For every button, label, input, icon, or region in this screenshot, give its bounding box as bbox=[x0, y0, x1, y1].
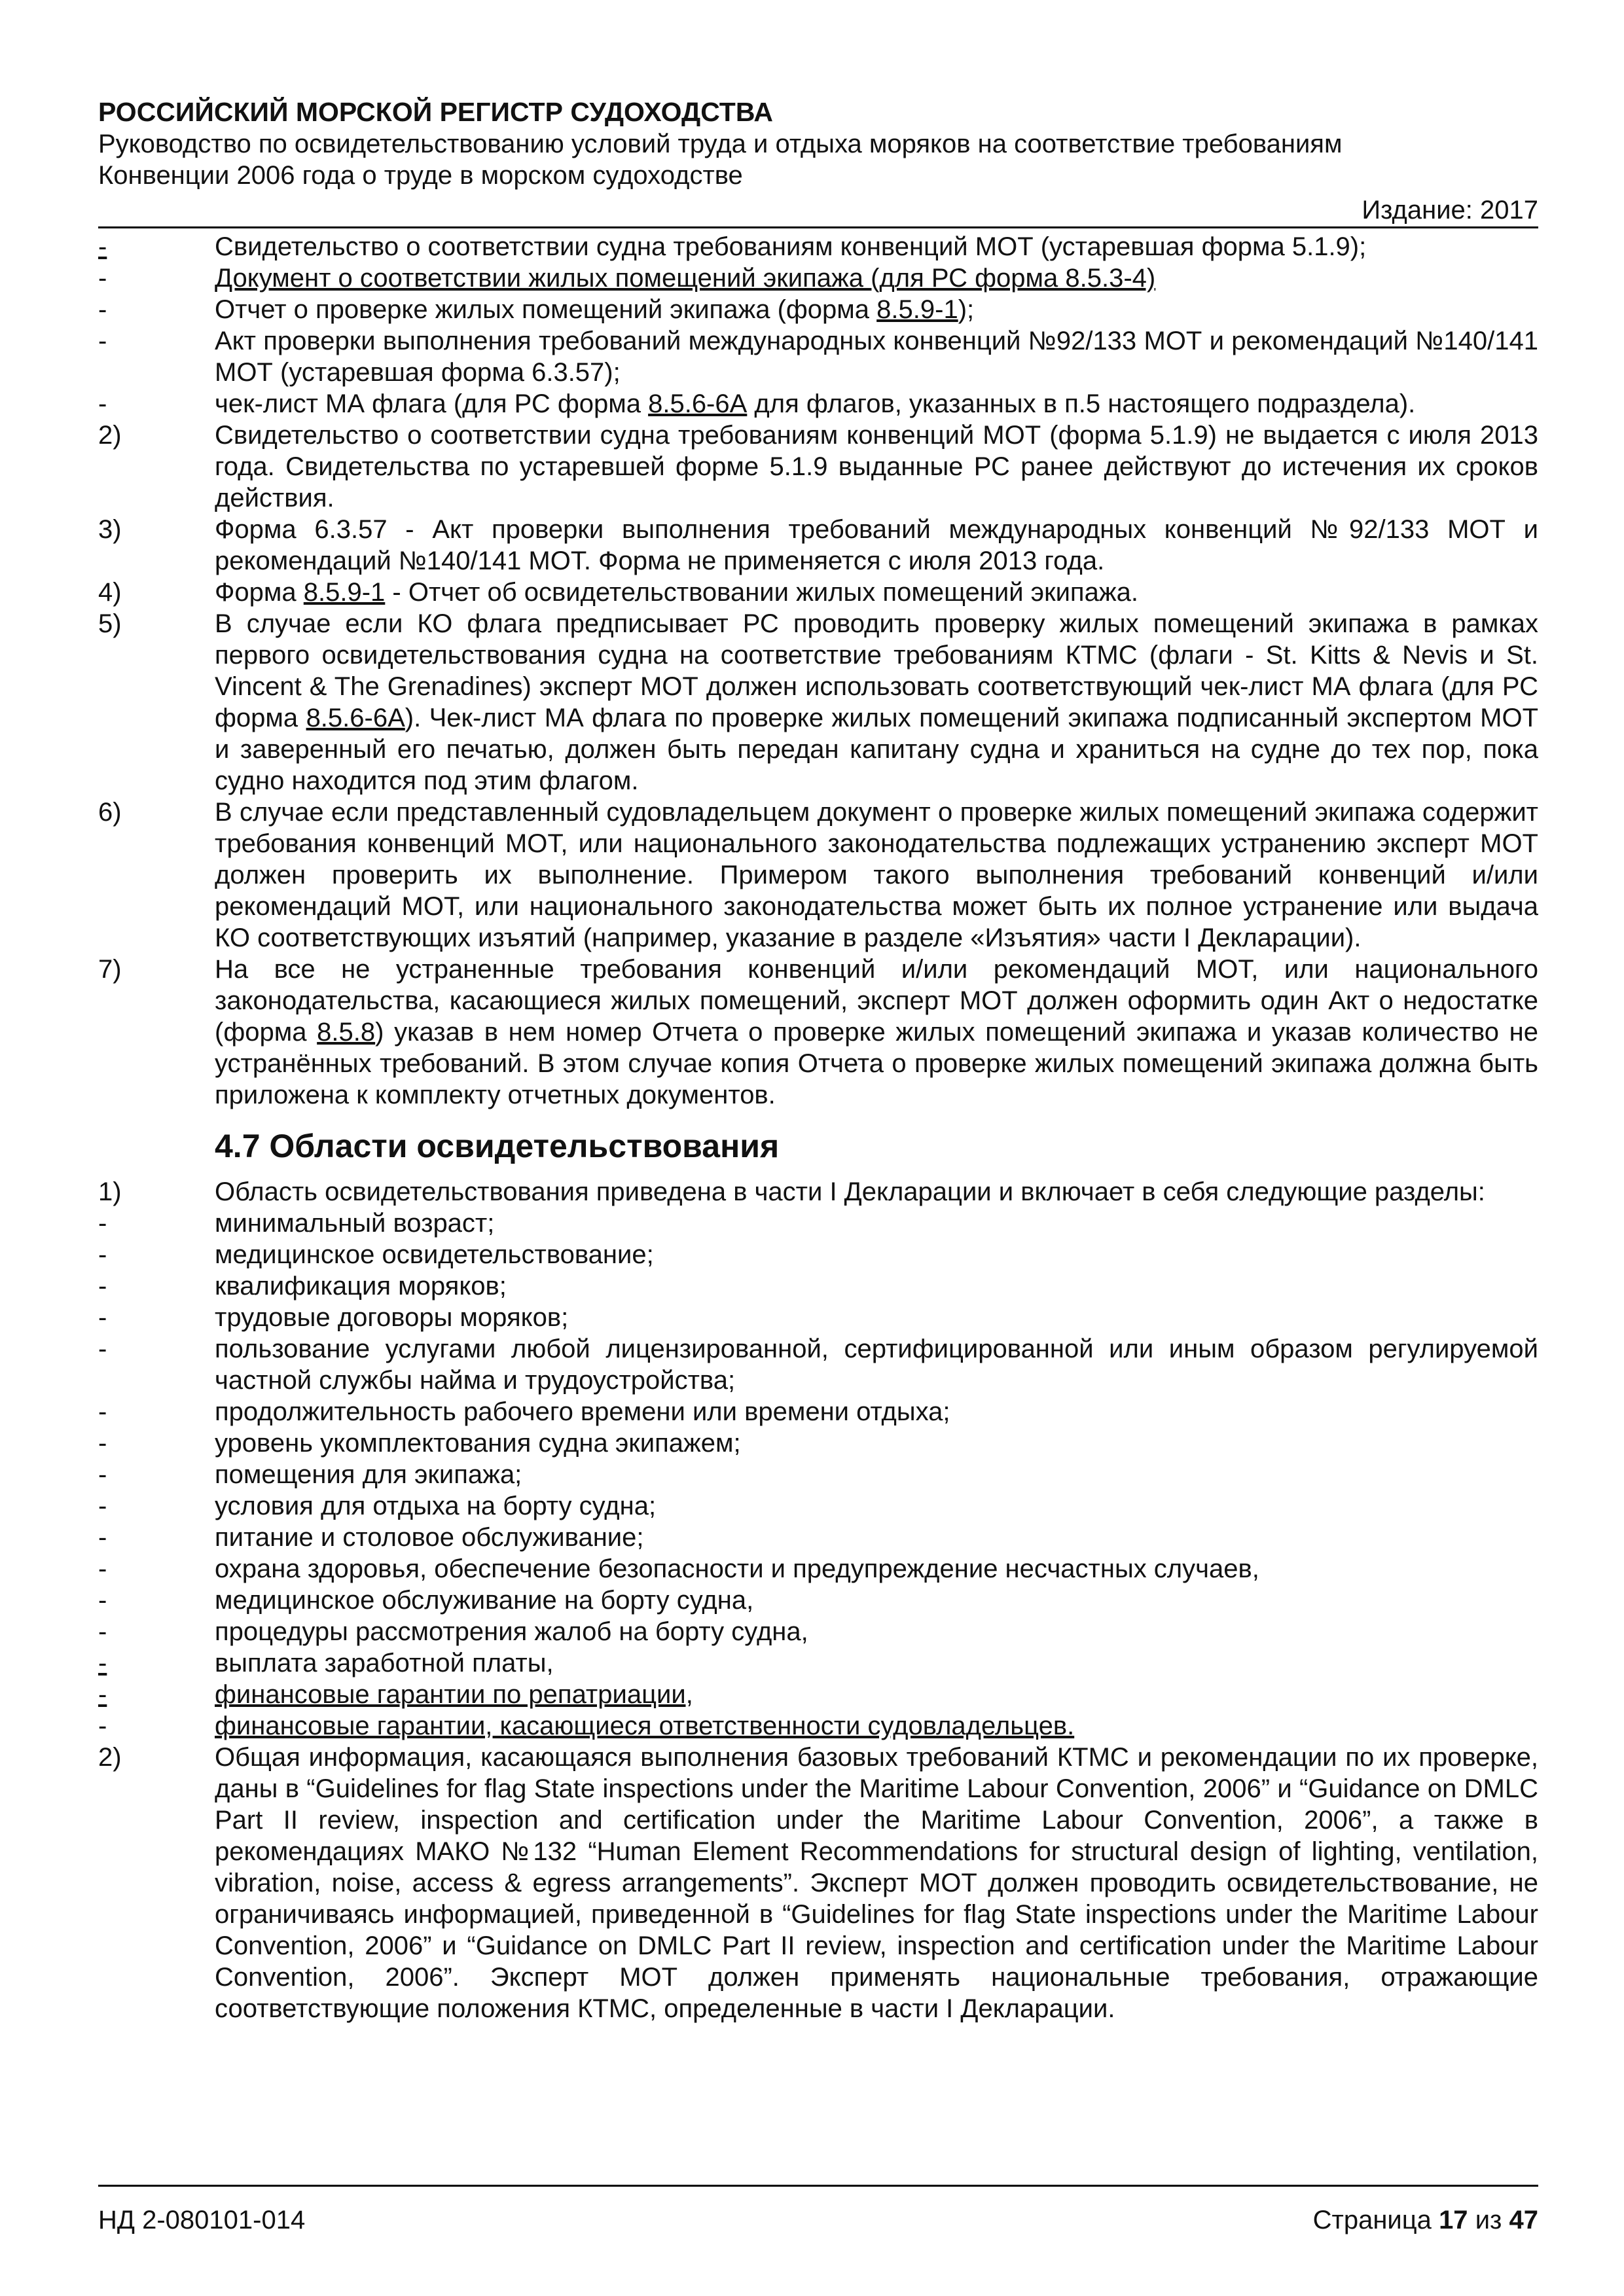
list-marker: - bbox=[98, 1617, 107, 1646]
list-item bbox=[98, 1522, 1538, 1553]
page-header bbox=[98, 96, 1538, 226]
item-number: 1) bbox=[98, 1177, 122, 1206]
item-text bbox=[215, 608, 1538, 797]
text-part: - Отчет об освидетельствовании жилых помещений экипажа. bbox=[385, 578, 1138, 607]
list-item bbox=[98, 231, 1538, 262]
item-number: 5) bbox=[98, 609, 122, 638]
page-of: из bbox=[1475, 2206, 1502, 2234]
text-part: В случае если КО флага предписывает РС проводить проверку жилых помещений экипажа в рамках первого освидетельствования судна на соответствие требованиям КТМС (флаги - St. Kitts & Nevis и St. Vincent & The Grenadines) эксперт МОТ должен использовать соответствующий чек-лист МА флага (для РС форма bbox=[215, 609, 1538, 732]
list-item bbox=[98, 1710, 1538, 1742]
list-marker: - bbox=[98, 1397, 107, 1426]
list-text: медицинское обслуживание на борту судна, bbox=[215, 1586, 754, 1615]
text-part: На все не устраненные требования конвенций и/или рекомендаций МОТ, или национального законодательства, касающиеся жилых помещений, эксперт МОТ должен оформить один Акт о недостатке (форма bbox=[215, 955, 1538, 1047]
list-item bbox=[98, 1459, 1538, 1490]
form-link-8-5-6-6a[interactable]: 8.5.6-6А bbox=[306, 704, 405, 732]
document-title-line-2: Конвенции 2006 года о труде в морском судоходстве bbox=[98, 161, 743, 190]
list-text: Документ о соответствии жилых помещений экипажа (для РС форма 8.5.3-4) bbox=[215, 264, 1156, 293]
list-item bbox=[98, 1208, 1538, 1239]
item-text: В случае если представленный судовладельцем документ о проверке жилых помещений экипажа содержит требования конвенций МОТ, или национального законодательства подлежащих устранению эксперт МОТ должен проверить их выполнение. Примером такого выполнения требований конвенций и/или рекомендаций МОТ, или национального законодательства может быть их полное устранение или выдача КО соответствующих изъятий (например, указание в разделе «Изъятия» части I Декларации). bbox=[215, 798, 1538, 952]
numbered-item bbox=[98, 1176, 1538, 1208]
item-number: 2) bbox=[98, 421, 122, 450]
list-marker: - bbox=[98, 1303, 107, 1332]
list-marker: - bbox=[98, 1680, 107, 1709]
numbered-item bbox=[98, 1742, 1538, 2024]
form-link-8-5-9-1[interactable]: 8.5.9-1 bbox=[303, 578, 386, 607]
list-text: помещения для экипажа; bbox=[215, 1460, 522, 1489]
item-number: 6) bbox=[98, 798, 122, 827]
list-marker: - bbox=[98, 1523, 107, 1552]
list-marker: - bbox=[98, 232, 107, 261]
item-text bbox=[215, 954, 1538, 1111]
list-item bbox=[98, 1647, 1538, 1679]
list-text: уровень укомплектования судна экипажем; bbox=[215, 1429, 741, 1458]
list-marker: - bbox=[98, 1335, 107, 1363]
text-part: ). Чек-лист МА флага по проверке жилых помещений экипажа подписанный экспертом МОТ и заверенный его печатью, должен быть передан капитану судна и храниться на судне до тех пор, пока судно находится под этим флагом. bbox=[215, 704, 1539, 795]
list-marker: - bbox=[98, 1649, 107, 1677]
list-text: Акт проверки выполнения требований международных конвенций №92/133 МОТ и рекомендаций №140/141 МОТ (устаревшая форма 6.3.57); bbox=[215, 327, 1538, 387]
numbered-item bbox=[98, 954, 1538, 1111]
page-number: 17 bbox=[1439, 2206, 1468, 2234]
item-text: Форма 6.3.57 - Акт проверки выполнения требований международных конвенций №92/133 МОТ и рекомендаций №140/141 МОТ. Форма не применяется с июля 2013 года. bbox=[215, 515, 1538, 575]
document-page bbox=[98, 92, 1538, 2245]
list-item bbox=[98, 1239, 1538, 1270]
list-marker: - bbox=[98, 1429, 107, 1458]
list-item bbox=[98, 262, 1538, 294]
form-link-8-5-9-1[interactable]: 8.5.9-1 bbox=[876, 295, 958, 324]
list-item bbox=[98, 1490, 1538, 1522]
list-text: финансовые гарантии, касающиеся ответственности судовладельцев. bbox=[215, 1712, 1075, 1740]
list-text bbox=[215, 388, 1538, 420]
list-item bbox=[98, 1679, 1538, 1710]
item-text: Область освидетельствования приведена в части I Декларации и включает в себя следующие разделы: bbox=[215, 1177, 1485, 1206]
header-rule bbox=[98, 226, 1538, 228]
list-marker: - bbox=[98, 1712, 107, 1740]
list-marker: - bbox=[98, 264, 107, 293]
list-marker: - bbox=[98, 1272, 107, 1300]
text-part: для флагов, указанных в п.5 настоящего подраздела). bbox=[747, 389, 1416, 418]
list-text: финансовые гарантии по репатриации, bbox=[215, 1680, 693, 1709]
list-text: охрана здоровья, обеспечение безопасности и предупреждение несчастных случаев, bbox=[215, 1554, 1259, 1583]
list-text: пользование услугами любой лицензированной, сертифицированной или иным образом регулируемой частной службы найма и трудоустройства; bbox=[215, 1335, 1538, 1395]
list-marker: - bbox=[98, 1240, 107, 1269]
numbered-item bbox=[98, 577, 1538, 608]
text-part: ) указав в нем номер Отчета о проверке жилых помещений экипажа и указав количество не устранённых требований. В этом случае копия Отчета о проверке жилых помещений экипажа должна быть приложена к комплекту отчетных документов. bbox=[215, 1018, 1538, 1109]
form-link-8-5-8[interactable]: 8.5.8 bbox=[317, 1018, 376, 1047]
list-item bbox=[98, 1553, 1538, 1585]
page-footer bbox=[98, 2204, 1538, 2236]
list-item bbox=[98, 1585, 1538, 1616]
numbered-item bbox=[98, 797, 1538, 954]
list-text: выплата заработной платы, bbox=[215, 1649, 554, 1677]
scope-list bbox=[98, 1208, 1538, 1742]
list-item bbox=[98, 1396, 1538, 1427]
list-marker: - bbox=[98, 1586, 107, 1615]
item-number: 4) bbox=[98, 578, 122, 607]
list-item bbox=[98, 388, 1538, 420]
list-item bbox=[98, 1427, 1538, 1459]
list-text: питание и столовое обслуживание; bbox=[215, 1523, 644, 1552]
list-text: трудовые договоры моряков; bbox=[215, 1303, 569, 1332]
document-code: НД 2-080101-014 bbox=[98, 2206, 306, 2234]
list-item bbox=[98, 294, 1538, 325]
list-text: Свидетельство о соответствии судна требованиям конвенций МОТ (устаревшая форма 5.1.9); bbox=[215, 232, 1367, 261]
page-indicator bbox=[1313, 2204, 1538, 2236]
list-text: продолжительность рабочего времени или времени отдыха; bbox=[215, 1397, 950, 1426]
list-text: минимальный возраст; bbox=[215, 1209, 495, 1238]
list-marker: - bbox=[98, 1554, 107, 1583]
item-number: 2) bbox=[98, 1743, 122, 1772]
page-label: Страница bbox=[1312, 2206, 1432, 2234]
list-marker: - bbox=[98, 1209, 107, 1238]
text-part: чек-лист МА флага (для РС форма bbox=[215, 389, 649, 418]
list-text: медицинское освидетельствование; bbox=[215, 1240, 654, 1269]
organization-name: РОССИЙСКИЙ МОРСКОЙ РЕГИСТР СУДОХОДСТВА bbox=[98, 97, 774, 127]
text-part: Форма bbox=[215, 578, 304, 607]
list-marker: - bbox=[98, 1460, 107, 1489]
document-title-line-1: Руководство по освидетельствованию условий труда и отдыха моряков на соответствие требованиям bbox=[98, 130, 1343, 158]
list-item bbox=[98, 1270, 1538, 1302]
list-item bbox=[98, 1333, 1538, 1396]
list-text: квалификация моряков; bbox=[215, 1272, 507, 1300]
item-number: 3) bbox=[98, 515, 122, 544]
footer-rule bbox=[98, 2185, 1538, 2187]
list-marker: - bbox=[98, 295, 107, 324]
text-part: ); bbox=[958, 295, 975, 324]
list-marker: - bbox=[98, 389, 107, 418]
list-marker: - bbox=[98, 1492, 107, 1520]
numbered-item bbox=[98, 514, 1538, 577]
list-text: условия для отдыха на борту судна; bbox=[215, 1492, 657, 1520]
item-text bbox=[215, 577, 1538, 608]
form-link-8-5-6-6a[interactable]: 8.5.6-6А bbox=[648, 389, 748, 418]
section-heading: 4.7 Области освидетельствования bbox=[215, 1128, 780, 1164]
list-text bbox=[215, 294, 1538, 325]
list-item bbox=[98, 1302, 1538, 1333]
edition-label: Издание: 2017 bbox=[1362, 196, 1538, 224]
list-item bbox=[98, 325, 1538, 388]
item-text: Общая информация, касающаяся выполнения базовых требований КТМС и рекомендации по их проверке, даны в “Guidelines for flag State inspections under the Maritime Labour Convention, 2006” и “Guidance on DMLC Part II review, inspection and certification under the Maritime Labour Convention, 2006”, а также в рекомендациях МАКО №132 “Human Element Recommendations for structural design of lighting, ventilation, vibration, noise, access & egress arrangements”. Эксперт МОТ должен проводить освидетельствование, не ограничиваясь информацией, приведенной в “Guidelines for flag State inspections under the Maritime Labour Convention, 2006” и “Guidance on DMLC Part II review, inspection and certification under the Maritime Labour Convention, 2006”. Эксперт МОТ должен применять национальные требования, отражающие соответствующие положения КТМС, определенные в части I Декларации. bbox=[215, 1743, 1538, 2023]
item-number: 7) bbox=[98, 955, 122, 984]
item-text: Свидетельство о соответствии судна требованиям конвенций МОТ (форма 5.1.9) не выдается с июля 2013 года. Свидетельства по устаревшей форме 5.1.9 выданные РС ранее действуют до истечения их сроков действия. bbox=[215, 421, 1538, 512]
list-item bbox=[98, 1616, 1538, 1647]
list-text: процедуры рассмотрения жалоб на борту судна, bbox=[215, 1617, 808, 1646]
text-part: Отчет о проверке жилых помещений экипажа (форма bbox=[215, 295, 877, 324]
numbered-item bbox=[98, 608, 1538, 797]
page-total: 47 bbox=[1509, 2206, 1538, 2234]
list-marker: - bbox=[98, 327, 107, 355]
numbered-item bbox=[98, 420, 1538, 514]
